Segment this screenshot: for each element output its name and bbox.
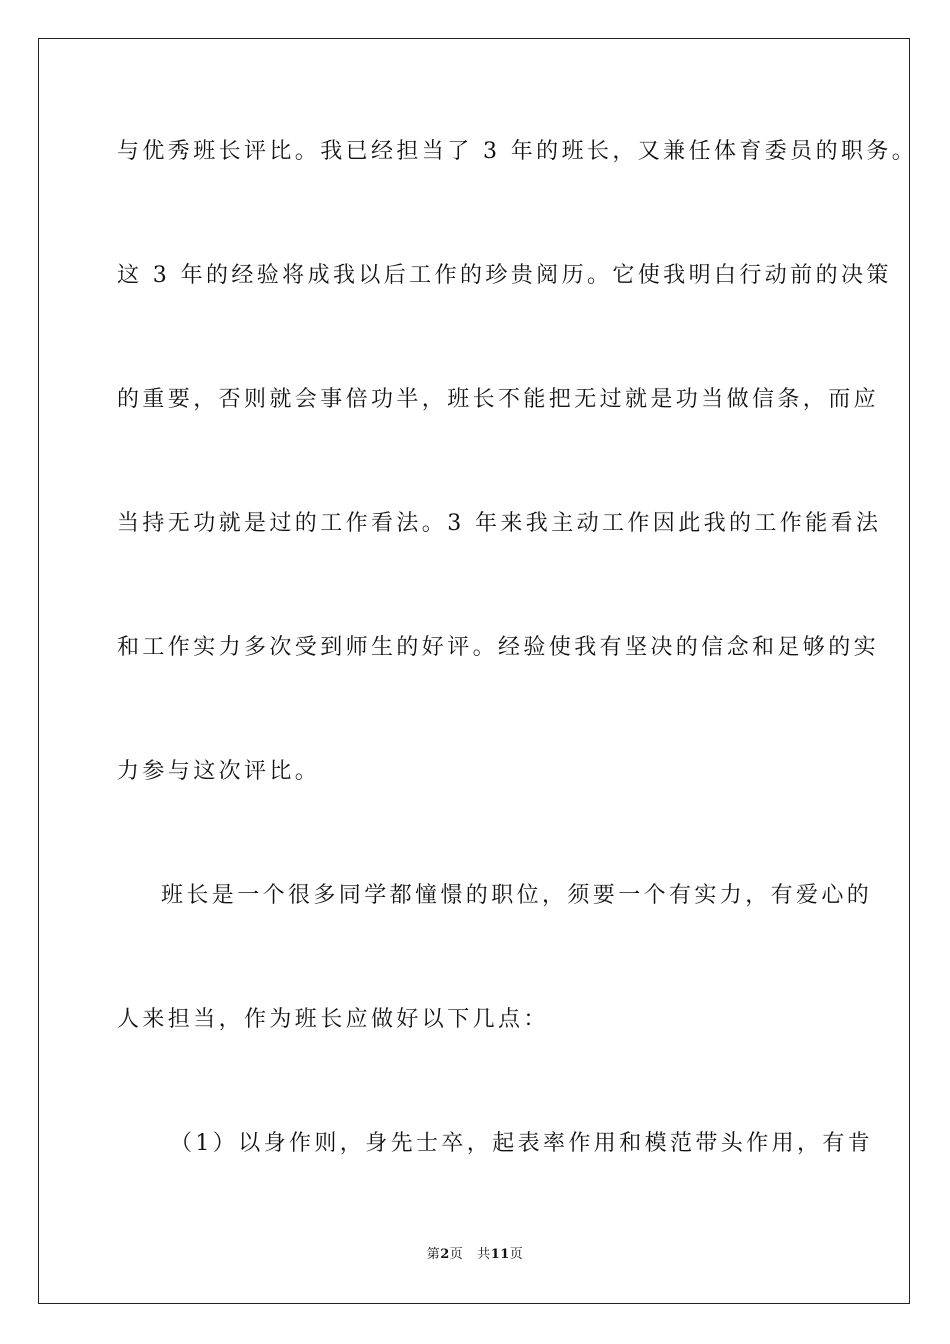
footer-page-prefix: 第 [426, 1247, 441, 1262]
page-footer [0, 1246, 950, 1264]
footer-total-suffix: 页 [509, 1247, 524, 1262]
footer-page-suffix: 页 [449, 1247, 464, 1262]
body-line-8: 人来担当，作为班长应做好以下几点： [117, 1007, 549, 1032]
page-border [38, 38, 918, 1304]
body-line-2: 这 3 年的经验将成我以后工作的珍贵阅历。它使我明白行动前的决策 [117, 263, 892, 288]
footer-total-pages: 11 [490, 1247, 510, 1262]
body-line-1: 与优秀班长评比。我已经担当了 3 年的班长，又兼任体育委员的职务。 [117, 139, 918, 164]
footer-page-number: 2 [440, 1247, 450, 1262]
body-line-9: （1）以身作则，身先士卒，起表率作用和模范带头作用，有肯 [170, 1131, 874, 1156]
body-line-7: 班长是一个很多同学都憧憬的职位，须要一个有实力，有爱心的 [161, 883, 873, 908]
body-line-4: 当持无功就是过的工作看法。3 年来我主动工作因此我的工作能看法 [117, 511, 882, 536]
body-line-6: 力参与这次评比。 [117, 759, 321, 784]
body-line-3: 的重要，否则就会事倍功半，班长不能把无过就是功当做信条，而应 [117, 387, 880, 412]
body-line-5: 和工作实力多次受到师生的好评。经验使我有坚决的信念和足够的实 [117, 635, 880, 660]
footer-total-prefix: 共 [477, 1247, 491, 1262]
